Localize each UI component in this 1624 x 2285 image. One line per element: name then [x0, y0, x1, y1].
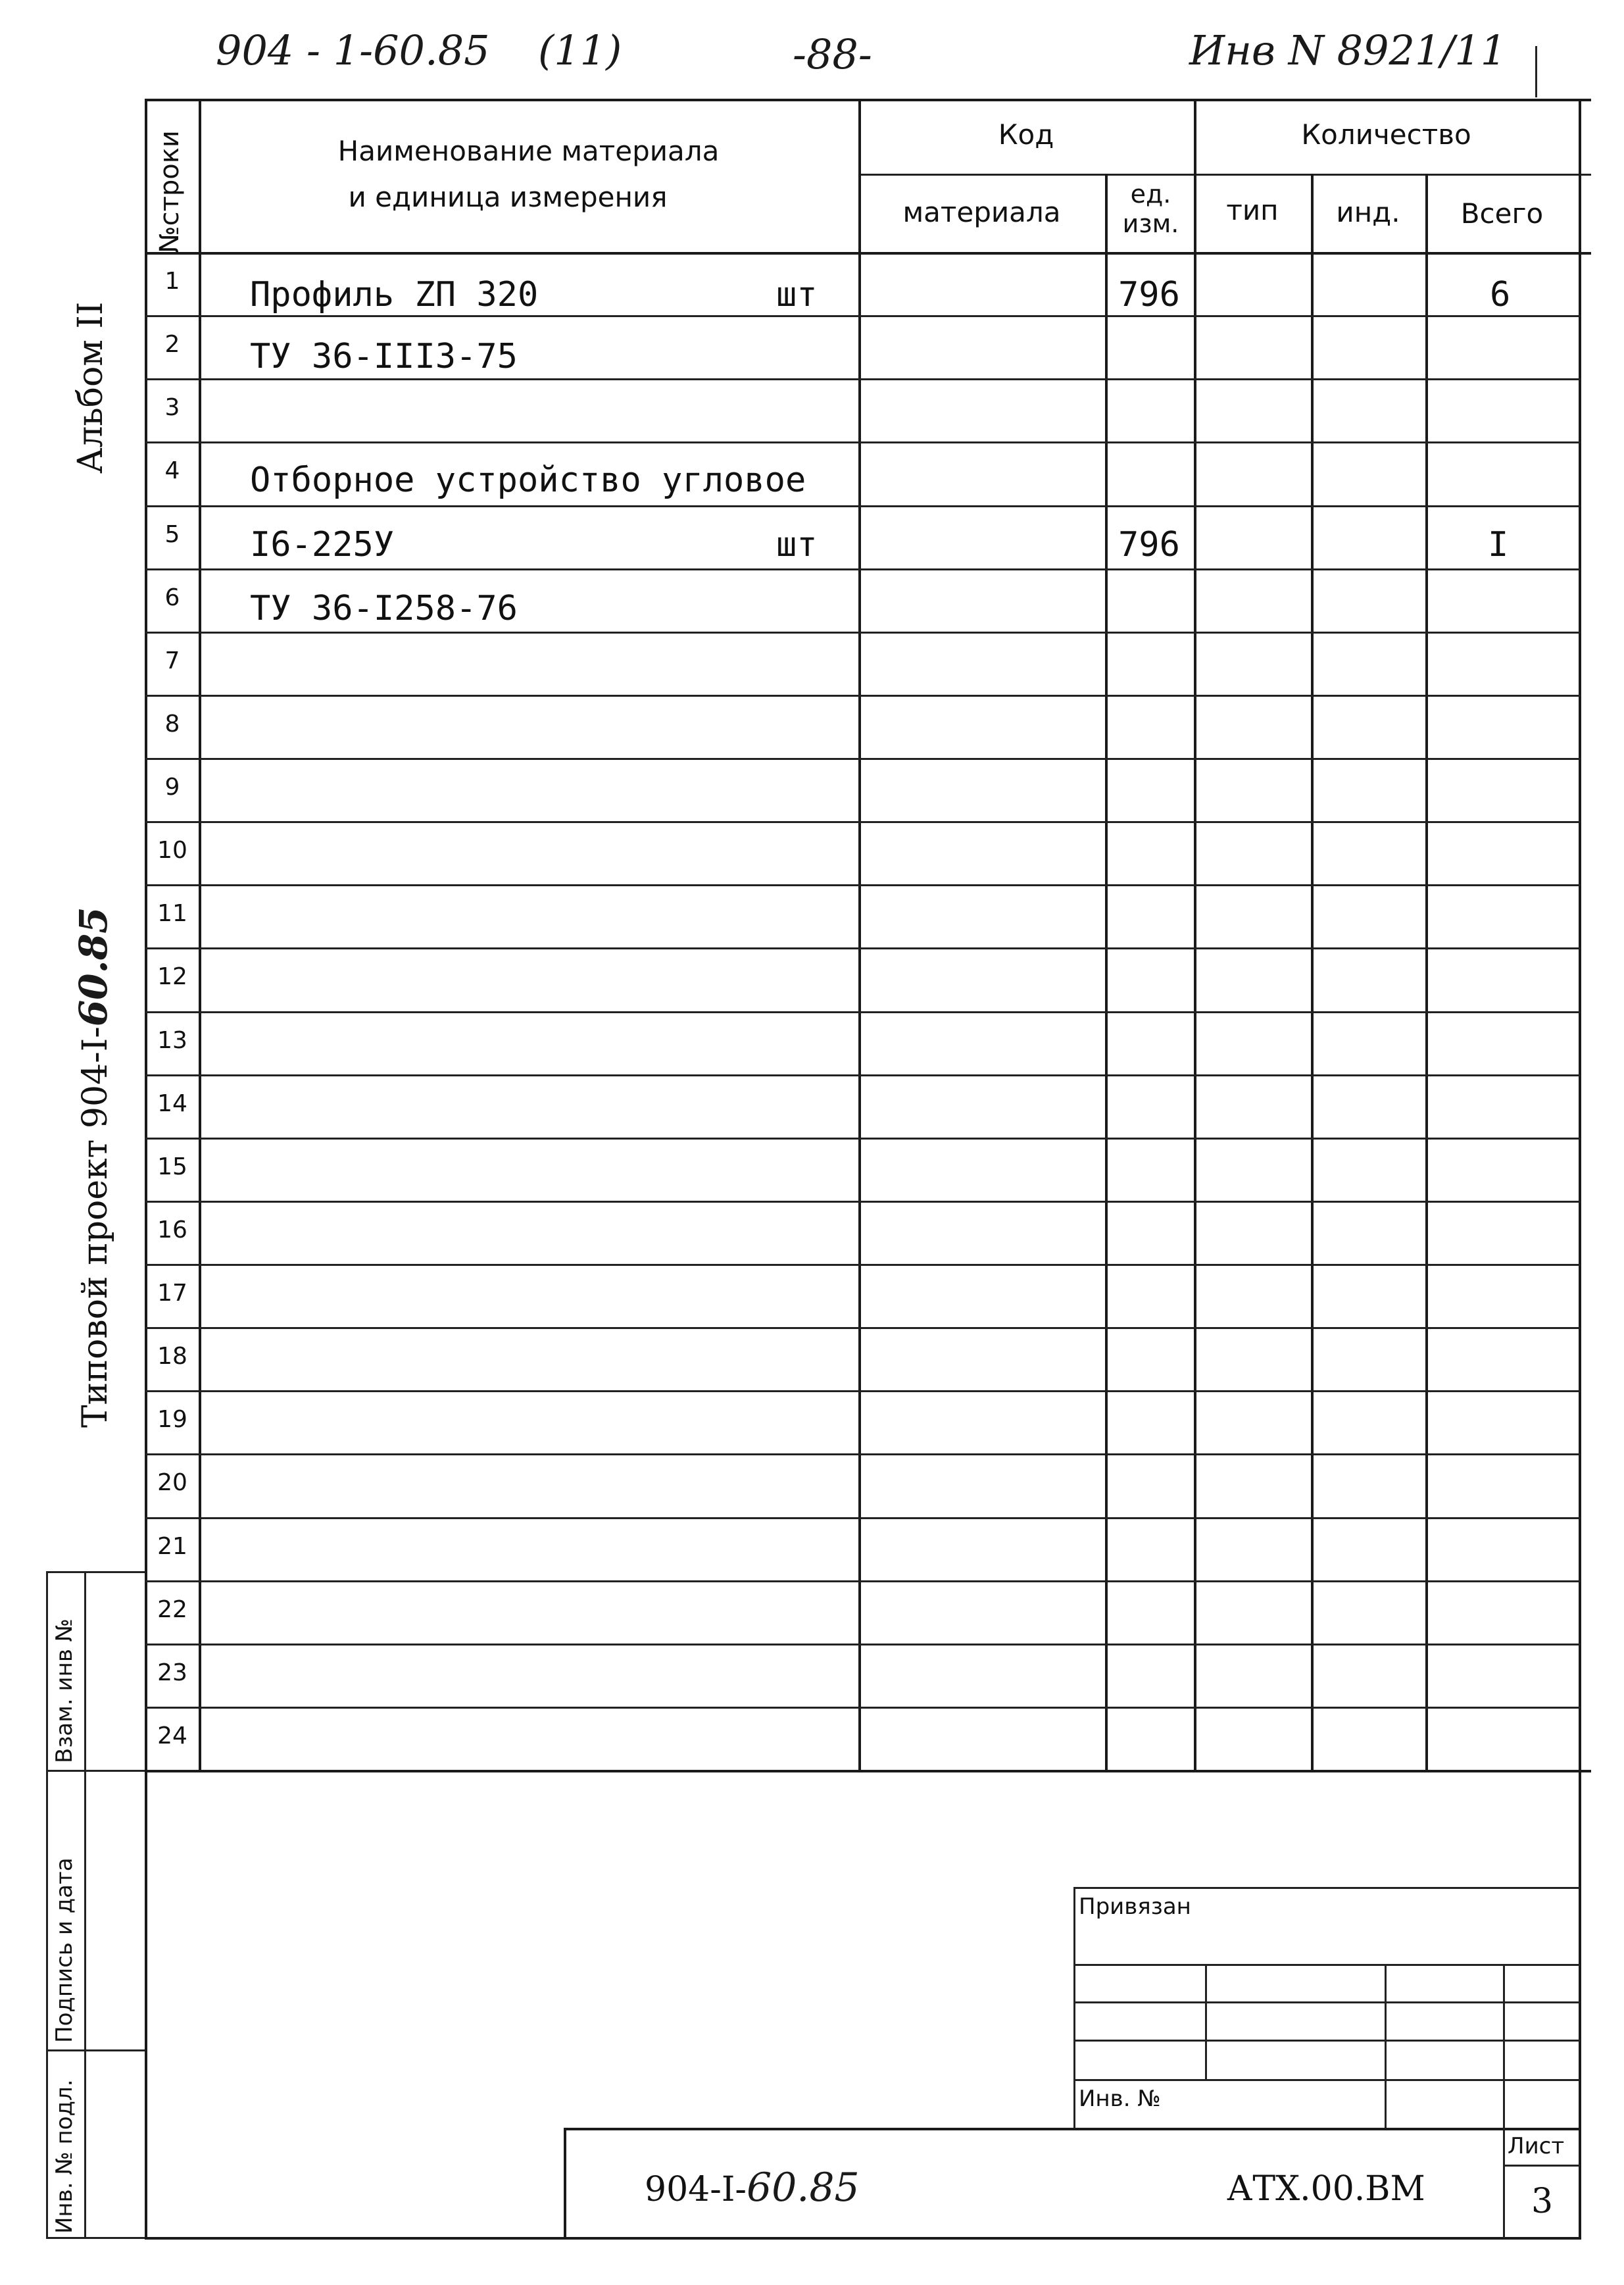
- row-5-name: I6-225У: [250, 525, 395, 565]
- row-separator: [145, 1453, 1581, 1455]
- project-label-tail: 60.85: [71, 907, 116, 1027]
- header-qty: Количество: [1301, 118, 1471, 151]
- row-number: 15: [157, 1153, 187, 1180]
- doc-code: [645, 2165, 860, 2211]
- row-separator: [145, 568, 1581, 570]
- row-5-unit: шт: [776, 525, 818, 565]
- row-separator: [145, 821, 1581, 823]
- header-qty-ind: инд.: [1336, 196, 1400, 228]
- row-separator: [145, 1517, 1581, 1519]
- row-separator: [145, 1011, 1581, 1013]
- project-label-text: Типовой проект 904-I-: [76, 1026, 115, 1428]
- linked-label: Привязан: [1079, 1894, 1191, 1920]
- row-5-total: I: [1488, 525, 1509, 565]
- row-5-unit-code: 796: [1118, 525, 1180, 565]
- row-number: 6: [164, 584, 180, 611]
- header-code-unit-2: изм.: [1122, 209, 1179, 238]
- row-number: 21: [157, 1533, 187, 1560]
- page-number: -88-: [793, 30, 872, 78]
- row-number: 7: [164, 647, 180, 674]
- row-separator: [145, 1327, 1581, 1329]
- header-code-material: материала: [902, 196, 1061, 228]
- row-1-name: Профиль ZП 320: [250, 275, 539, 314]
- row-number: 9: [164, 774, 180, 801]
- row-separator: [145, 441, 1581, 443]
- row-number: 24: [157, 1722, 187, 1749]
- row-number: 22: [157, 1596, 187, 1623]
- inv-original-label: Инв. № подл.: [51, 2079, 78, 2234]
- doc-code-prefix: 904-I-: [645, 2170, 747, 2209]
- sheet-number: 3: [1531, 2182, 1554, 2221]
- inv-no-label: Инв. №: [1079, 2086, 1161, 2112]
- project-label: [71, 907, 116, 1428]
- header-name-line2: и единица измерения: [348, 181, 668, 213]
- row-separator: [145, 505, 1581, 507]
- row-number: 18: [157, 1343, 187, 1370]
- row-2-name: ТУ 36-III3-75: [250, 337, 518, 376]
- row-number: 23: [157, 1659, 187, 1686]
- row-number: 14: [157, 1090, 187, 1117]
- row-separator: [145, 1707, 1581, 1709]
- header-name-line1: Наименование материала: [337, 135, 720, 167]
- row-separator: [145, 1074, 1581, 1076]
- row-number: 16: [157, 1217, 187, 1243]
- row-1-unit-code: 796: [1118, 275, 1180, 314]
- row-separator: [145, 1580, 1581, 1582]
- row-number: 12: [157, 963, 187, 990]
- header-qty-type: тип: [1226, 194, 1279, 226]
- inventory-number: Инв N 8921/11: [1189, 26, 1507, 74]
- row-number: 10: [157, 837, 187, 864]
- doc-code-tail: 60.85: [746, 2165, 860, 2211]
- sheet-label: Лист: [1508, 2133, 1565, 2159]
- row-1-total: 6: [1490, 275, 1511, 314]
- row-separator: [145, 1390, 1581, 1392]
- top-right-tick: [1535, 46, 1537, 97]
- row-separator: [145, 947, 1581, 949]
- header-code-unit-1: ед.: [1130, 180, 1171, 209]
- row-separator: [145, 1264, 1581, 1266]
- project-code: 904 - 1-60.85: [216, 26, 490, 74]
- sign-date-label: Подпись и дата: [51, 1857, 78, 2043]
- row-separator: [145, 1644, 1581, 1645]
- album-label: Альбом II: [71, 301, 111, 474]
- header-code: Код: [998, 118, 1054, 151]
- row-1-unit: шт: [776, 275, 818, 314]
- row-4-name: Отборное устройство угловое: [250, 461, 806, 500]
- row-separator: [145, 695, 1581, 697]
- header-row-no: №строки: [155, 130, 185, 253]
- row-number: 17: [157, 1280, 187, 1307]
- row-number: 11: [157, 900, 187, 927]
- row-number: 2: [164, 331, 180, 358]
- row-number: 4: [164, 457, 180, 484]
- row-number: 3: [164, 394, 180, 421]
- row-separator: [145, 1201, 1581, 1203]
- row-number: 20: [157, 1469, 187, 1496]
- header-qty-total: Всего: [1460, 197, 1544, 230]
- row-separator: [145, 884, 1581, 886]
- inv-replace-label: Взам. инв №: [51, 1618, 78, 1763]
- row-number: 19: [157, 1406, 187, 1433]
- doc-mark: АТХ.00.ВМ: [1227, 2169, 1425, 2209]
- row-separator: [145, 758, 1581, 760]
- row-separator: [145, 378, 1581, 380]
- row-separator: [145, 632, 1581, 634]
- row-separator: [145, 315, 1581, 317]
- row-number: 1: [164, 268, 180, 295]
- album-mark: (11): [538, 26, 622, 74]
- row-number: 5: [164, 521, 180, 548]
- row-separator: [145, 1138, 1581, 1140]
- row-6-name: ТУ 36-I258-76: [250, 589, 518, 628]
- row-number: 8: [164, 711, 180, 738]
- row-number: 13: [157, 1027, 187, 1054]
